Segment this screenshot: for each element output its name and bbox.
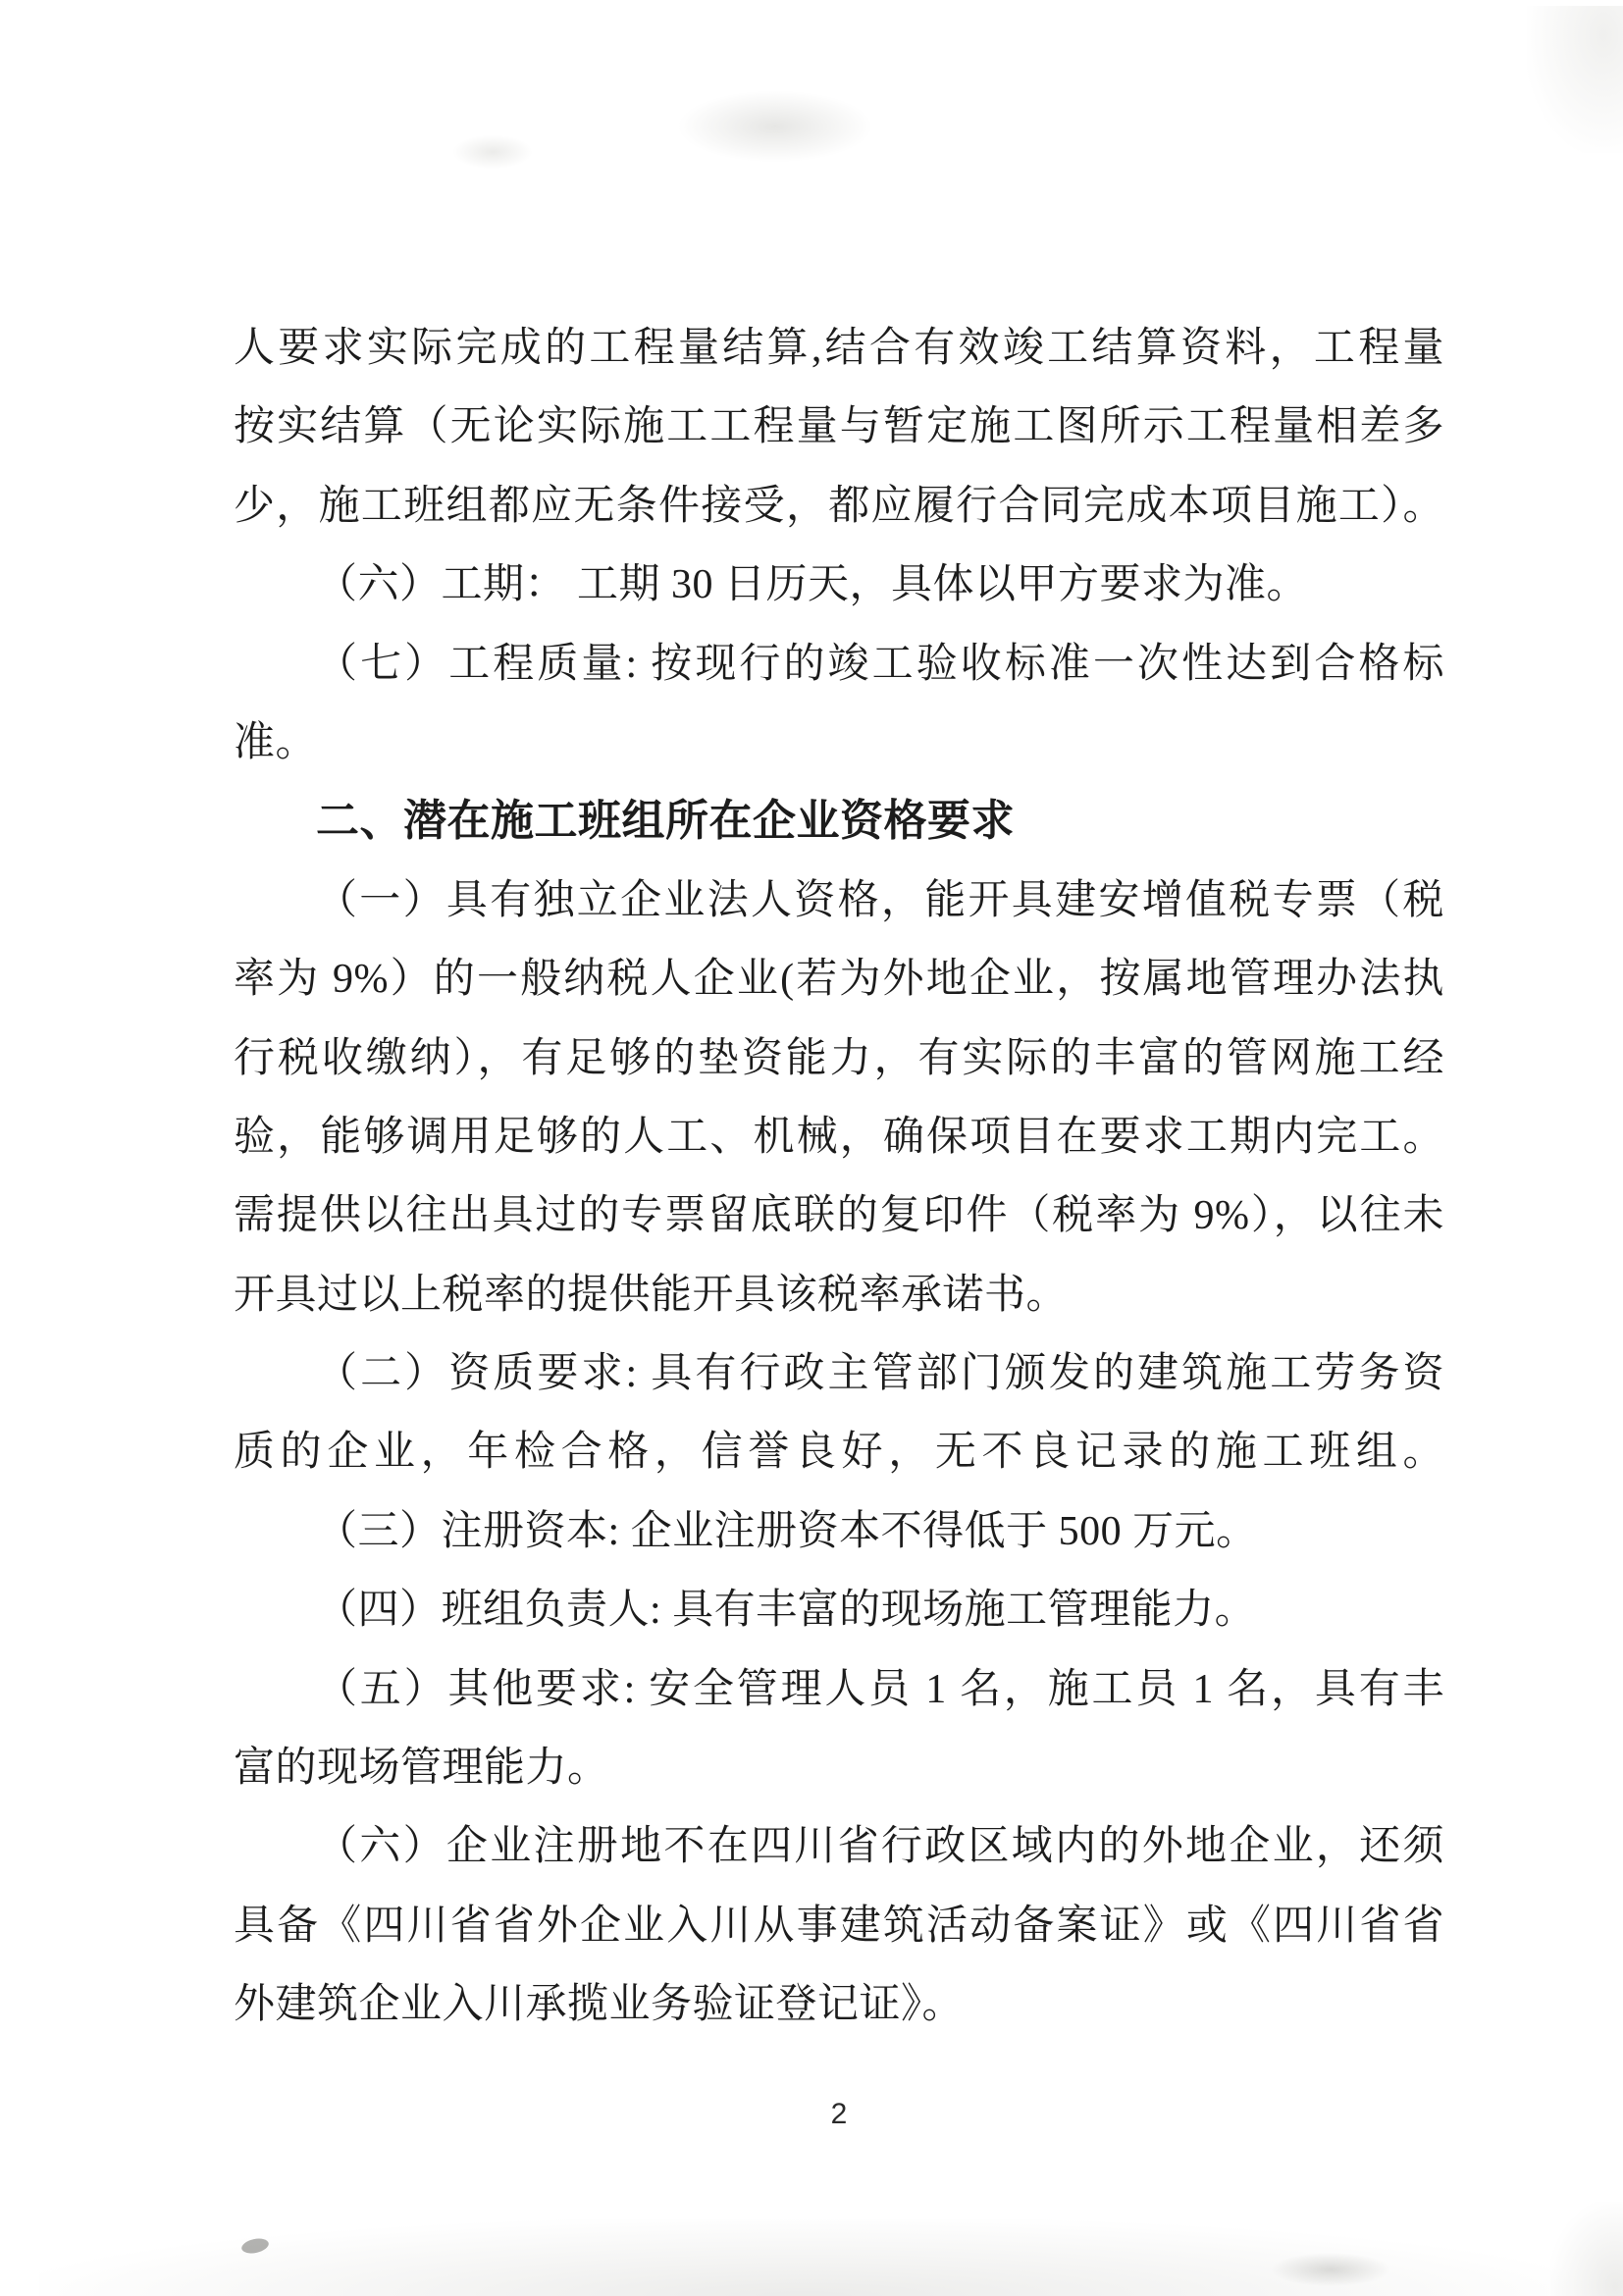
- section-heading: 二、潜在施工班组所在企业资格要求: [316, 797, 1015, 846]
- text-line: 验，能够调用足够的人工、机械，确保项目在要求工期内完工。: [234, 1114, 1444, 1160]
- text-line: 具备《四川省省外企业入川从事建筑活动备案证》或《四川省省: [234, 1903, 1444, 1949]
- text-line: 按实结算（无论实际施工工程量与暂定施工图所示工程量相差多: [234, 404, 1444, 450]
- text-line: 人要求实际完成的工程量结算,结合有效竣工结算资料，工程量: [234, 326, 1444, 371]
- text-line: （四）班组负责人: 具有丰富的现场施工管理能力。: [316, 1588, 1257, 1634]
- scan-artifact: [1272, 2253, 1389, 2286]
- scan-artifact: [1550, 2202, 1623, 2296]
- text-line: 率为 9%）的一般纳税人企业(若为外地企业，按属地管理办法执: [234, 957, 1444, 1003]
- text-line: （三）注册资本: 企业注册资本不得低于 500 万元。: [316, 1508, 1258, 1554]
- text-line: 富的现场管理能力。: [234, 1746, 609, 1792]
- scan-artifact: [453, 135, 532, 169]
- text-line: 需提供以往出具过的专票留底联的复印件（税率为 9%），以往未: [234, 1193, 1444, 1239]
- text-line: （六）企业注册地不在四川省行政区域内的外地企业，还须: [316, 1824, 1444, 1870]
- scan-artifact: [240, 2236, 270, 2256]
- text-line: （七）工程质量: 按现行的竣工验收标准一次性达到合格标: [316, 641, 1444, 687]
- scan-artifact: [39, 2219, 1570, 2296]
- text-line: 质的企业，年检合格，信誉良好，无不良记录的施工班组。: [234, 1430, 1444, 1476]
- text-line: 准。: [234, 719, 318, 765]
- text-line: （五）其他要求: 安全管理人员 1 名，施工员 1 名，具有丰: [316, 1666, 1444, 1712]
- text-line: 外建筑企业入川承揽业务验证登记证》。: [234, 1982, 965, 2028]
- document-body: [234, 309, 1444, 2045]
- text-line: （六）工期： 工期 30 日历天，具体以甲方要求为准。: [316, 562, 1309, 608]
- text-line: （一）具有独立企业法人资格，能开具建安增值税专票（税: [316, 877, 1444, 923]
- scan-artifact: [677, 90, 873, 163]
- text-line: （二）资质要求: 具有行政主管部门颁发的建筑施工劳务资: [316, 1351, 1444, 1397]
- page-number: 2: [830, 2098, 848, 2130]
- text-line: 少，施工班组都应无条件接受，都应履行合同完成本项目施工）。: [234, 483, 1444, 529]
- scan-artifact: [1527, 6, 1623, 153]
- text-line: 行税收缴纳），有足够的垫资能力，有实际的丰富的管网施工经: [234, 1035, 1444, 1081]
- text-line: 开具过以上税率的提供能开具该税率承诺书。: [234, 1272, 1069, 1318]
